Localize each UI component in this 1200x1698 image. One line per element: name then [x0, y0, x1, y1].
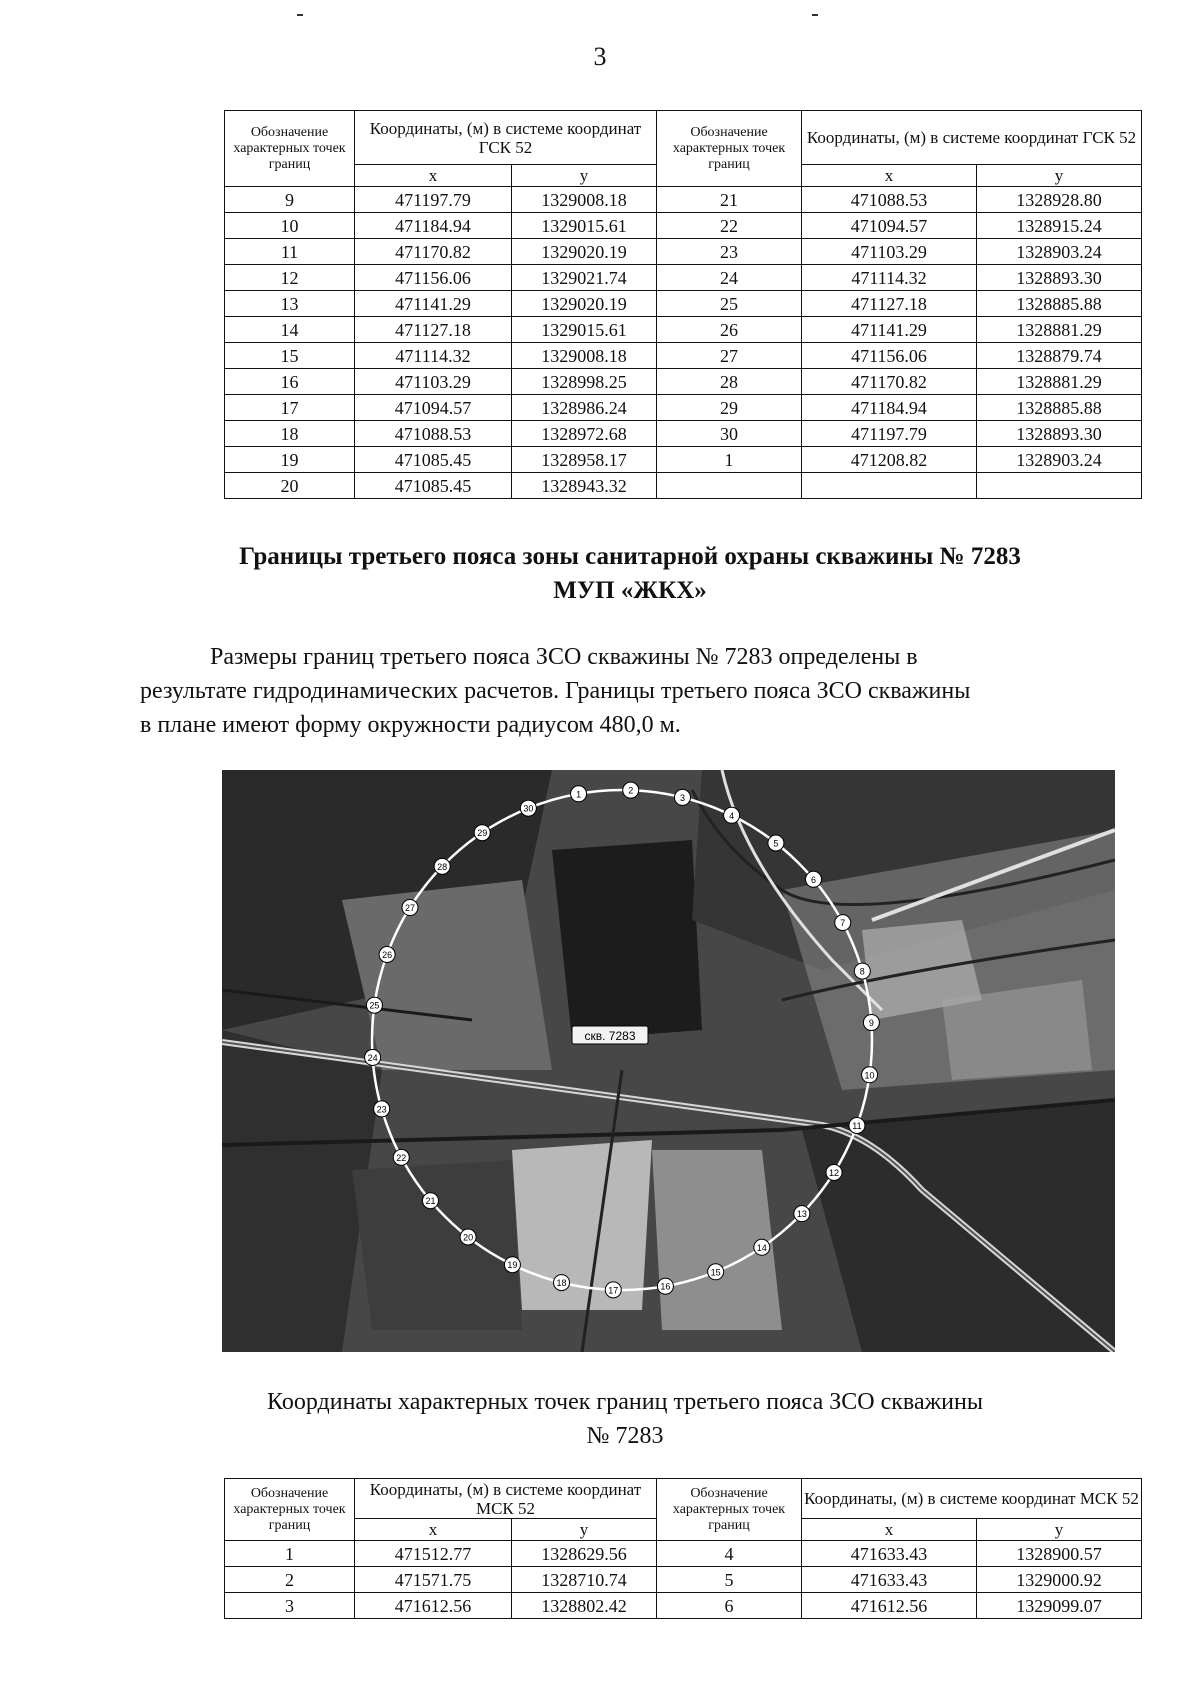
point-id: 3 — [225, 1593, 355, 1619]
coords-header: Координаты, (м) в системе координат ГСК 52 — [802, 111, 1142, 165]
table-row — [225, 395, 1142, 421]
boundary-point-label: 7 — [840, 918, 846, 929]
y-value: 1328972.68 — [512, 421, 657, 447]
y-header: y — [977, 1519, 1142, 1541]
x-value: 471612.56 — [802, 1593, 977, 1619]
y-header: y — [977, 165, 1142, 187]
y-value: 1328943.32 — [512, 473, 657, 499]
point-id: 10 — [225, 213, 355, 239]
x-value: 471512.77 — [355, 1541, 512, 1567]
point-id: 25 — [657, 291, 802, 317]
point-id: 24 — [657, 265, 802, 291]
boundary-point-label: 30 — [523, 803, 534, 814]
boundary-point-label: 22 — [396, 1152, 407, 1163]
boundary-point-label: 14 — [756, 1242, 767, 1253]
boundary-point-marker — [674, 789, 690, 805]
caption-line: Координаты характерных точек границ третьего пояса ЗСО скважины — [267, 1389, 983, 1415]
heading-line: МУП «ЖКХ» — [553, 577, 707, 604]
well-label: скв. 7283 — [584, 1029, 636, 1043]
designation-header: Обозначение характерных точек границ — [657, 111, 802, 187]
y-value: 1328885.88 — [977, 291, 1142, 317]
boundary-point-marker — [862, 1067, 878, 1083]
point-id: 12 — [225, 265, 355, 291]
y-value: 1329099.07 — [977, 1593, 1142, 1619]
table-row — [225, 473, 1142, 499]
table-row — [225, 1567, 1142, 1593]
boundary-point-marker — [365, 1049, 381, 1065]
boundary-point-marker — [657, 1278, 673, 1294]
table-row — [225, 447, 1142, 473]
x-value: 471141.29 — [355, 291, 512, 317]
x-value: 471114.32 — [802, 265, 977, 291]
y-value: 1328900.57 — [977, 1541, 1142, 1567]
y-value: 1329008.18 — [512, 187, 657, 213]
boundary-point-label: 9 — [868, 1018, 874, 1029]
boundary-point-marker — [379, 946, 395, 962]
x-value: 471094.57 — [802, 213, 977, 239]
boundary-point-label: 18 — [556, 1278, 567, 1289]
y-header: y — [512, 1519, 657, 1541]
y-value — [977, 473, 1142, 499]
x-value: 471612.56 — [355, 1593, 512, 1619]
x-value: 471114.32 — [355, 343, 512, 369]
x-value: 471094.57 — [355, 395, 512, 421]
table-row — [225, 317, 1142, 343]
page-number: 3 — [593, 42, 607, 71]
y-value: 1329020.19 — [512, 291, 657, 317]
y-value: 1328928.80 — [977, 187, 1142, 213]
boundary-point-marker — [402, 900, 418, 916]
point-id: 27 — [657, 343, 802, 369]
body-paragraph — [140, 640, 1115, 742]
designation-header: Обозначение характерных точек границ — [225, 111, 355, 187]
boundary-point-marker — [623, 782, 639, 798]
boundary-point-marker — [849, 1118, 865, 1134]
scan-mark — [297, 14, 303, 16]
well-marker — [572, 1026, 648, 1044]
boundary-point-label: 13 — [796, 1209, 807, 1220]
y-value: 1329015.61 — [512, 213, 657, 239]
table-body — [225, 187, 1142, 499]
point-id: 11 — [225, 239, 355, 265]
point-id: 14 — [225, 317, 355, 343]
point-id: 1 — [657, 447, 802, 473]
y-value: 1328881.29 — [977, 369, 1142, 395]
x-header: x — [802, 1519, 977, 1541]
y-value: 1329021.74 — [512, 265, 657, 291]
boundary-point-label: 27 — [404, 903, 415, 914]
x-value: 471208.82 — [802, 447, 977, 473]
boundary-point-label: 11 — [852, 1121, 862, 1132]
point-id: 26 — [657, 317, 802, 343]
boundary-point-label: 24 — [367, 1052, 378, 1063]
x-value: 471156.06 — [802, 343, 977, 369]
x-value: 471633.43 — [802, 1541, 977, 1567]
paragraph-line: в плане имеют форму окружности радиусом 480,0 м. — [140, 712, 681, 738]
table-row — [225, 369, 1142, 395]
point-id: 23 — [657, 239, 802, 265]
y-value: 1328986.24 — [512, 395, 657, 421]
boundary-point-label: 1 — [576, 789, 582, 800]
point-id: 16 — [225, 369, 355, 395]
boundary-point-marker — [605, 1282, 621, 1298]
designation-header: Обозначение характерных точек границ — [657, 1479, 802, 1541]
boundary-point-label: 17 — [608, 1285, 619, 1296]
scan-mark — [812, 14, 818, 16]
x-value: 471197.79 — [355, 187, 512, 213]
boundary-point-label: 29 — [477, 828, 488, 839]
y-value: 1328893.30 — [977, 265, 1142, 291]
point-id: 15 — [225, 343, 355, 369]
point-id: 17 — [225, 395, 355, 421]
boundary-point-label: 16 — [660, 1281, 671, 1292]
x-header: x — [355, 1519, 512, 1541]
table-row — [225, 343, 1142, 369]
point-id: 1 — [225, 1541, 355, 1567]
table-row — [225, 1541, 1142, 1567]
boundary-point-marker — [863, 1015, 879, 1031]
boundary-point-label: 23 — [376, 1104, 387, 1115]
x-value: 471184.94 — [802, 395, 977, 421]
table-row — [225, 265, 1142, 291]
section-heading — [150, 540, 1110, 608]
point-id — [657, 473, 802, 499]
table-row — [225, 187, 1142, 213]
x-value: 471141.29 — [802, 317, 977, 343]
y-value: 1328802.42 — [512, 1593, 657, 1619]
x-value: 471197.79 — [802, 421, 977, 447]
boundary-point-label: 28 — [437, 861, 448, 872]
boundary-point-label: 12 — [829, 1167, 840, 1178]
x-value: 471103.29 — [802, 239, 977, 265]
boundary-point-marker — [826, 1164, 842, 1180]
y-value: 1328903.24 — [977, 239, 1142, 265]
x-value: 471088.53 — [802, 187, 977, 213]
point-id: 21 — [657, 187, 802, 213]
boundary-point-marker — [374, 1101, 390, 1117]
boundary-point-marker — [835, 915, 851, 931]
boundary-point-label: 10 — [864, 1070, 875, 1081]
y-value: 1328629.56 — [512, 1541, 657, 1567]
x-value: 471170.82 — [355, 239, 512, 265]
x-value: 471571.75 — [355, 1567, 512, 1593]
boundary-point-marker — [571, 786, 587, 802]
boundary-point-label: 15 — [710, 1267, 721, 1278]
boundary-point-label: 2 — [628, 785, 634, 796]
boundary-point-label: 19 — [507, 1260, 518, 1271]
point-id: 18 — [225, 421, 355, 447]
y-header: y — [512, 165, 657, 187]
x-value: 471103.29 — [355, 369, 512, 395]
table-row — [225, 1593, 1142, 1619]
y-value: 1329000.92 — [977, 1567, 1142, 1593]
point-id: 2 — [225, 1567, 355, 1593]
y-value: 1328881.29 — [977, 317, 1142, 343]
boundary-point-marker — [520, 800, 536, 816]
boundary-point-marker — [366, 997, 382, 1013]
designation-header: Обозначение характерных точек границ — [225, 1479, 355, 1541]
boundary-point-marker — [434, 858, 450, 874]
x-value — [802, 473, 977, 499]
point-id: 4 — [657, 1541, 802, 1567]
y-value: 1328903.24 — [977, 447, 1142, 473]
boundary-point-marker — [854, 963, 870, 979]
point-id: 22 — [657, 213, 802, 239]
boundary-point-label: 3 — [679, 792, 685, 803]
point-id: 13 — [225, 291, 355, 317]
heading-line: Границы третьего пояса зоны санитарной охраны скважины № 7283 — [239, 543, 1021, 570]
point-id: 6 — [657, 1593, 802, 1619]
boundary-point-label: 5 — [773, 838, 779, 849]
table-row — [225, 291, 1142, 317]
x-value: 471156.06 — [355, 265, 512, 291]
y-value: 1328958.17 — [512, 447, 657, 473]
y-value: 1328710.74 — [512, 1567, 657, 1593]
y-value: 1328893.30 — [977, 421, 1142, 447]
boundary-point-marker — [708, 1264, 724, 1280]
x-value: 471127.18 — [355, 317, 512, 343]
boundary-point-marker — [460, 1229, 476, 1245]
point-id: 20 — [225, 473, 355, 499]
x-header: x — [355, 165, 512, 187]
boundary-point-marker — [422, 1193, 438, 1209]
boundary-point-label: 4 — [729, 810, 735, 821]
boundary-coordinates-table-gsk52 — [224, 110, 1142, 499]
y-value: 1329015.61 — [512, 317, 657, 343]
boundary-point-label: 8 — [859, 966, 865, 977]
y-value: 1328998.25 — [512, 369, 657, 395]
table-caption — [160, 1385, 1090, 1453]
boundary-point-label: 26 — [382, 949, 393, 960]
boundary-point-marker — [393, 1149, 409, 1165]
x-value: 471170.82 — [802, 369, 977, 395]
coords-header: Координаты, (м) в системе координат МСК 52 — [355, 1479, 657, 1519]
y-value: 1328879.74 — [977, 343, 1142, 369]
x-value: 471085.45 — [355, 473, 512, 499]
x-value: 471085.45 — [355, 447, 512, 473]
boundary-point-marker — [504, 1257, 520, 1273]
boundary-point-marker — [768, 835, 784, 851]
boundary-point-marker — [474, 825, 490, 841]
paragraph-line: Размеры границ третьего пояса ЗСО скважины № 7283 определены в — [210, 644, 918, 670]
point-id: 30 — [657, 421, 802, 447]
table-body — [225, 1541, 1142, 1619]
paragraph-line: результате гидродинамических расчетов. Границы третьего пояса ЗСО скважины — [140, 678, 971, 704]
boundary-coordinates-table-msk52 — [224, 1478, 1142, 1619]
boundary-point-label: 6 — [811, 874, 817, 885]
satellite-map — [222, 770, 1115, 1352]
boundary-point-marker — [724, 807, 740, 823]
boundary-point-label: 25 — [369, 1000, 380, 1011]
y-value: 1328915.24 — [977, 213, 1142, 239]
x-header: x — [802, 165, 977, 187]
table-row — [225, 421, 1142, 447]
y-value: 1329008.18 — [512, 343, 657, 369]
boundary-point-marker — [554, 1275, 570, 1291]
point-id: 19 — [225, 447, 355, 473]
x-value: 471184.94 — [355, 213, 512, 239]
y-value: 1328885.88 — [977, 395, 1142, 421]
boundary-point-marker — [754, 1239, 770, 1255]
boundary-point-label: 20 — [463, 1232, 474, 1243]
table-row — [225, 213, 1142, 239]
y-value: 1329020.19 — [512, 239, 657, 265]
point-id: 29 — [657, 395, 802, 421]
boundary-point-label: 21 — [425, 1196, 436, 1207]
x-value: 471633.43 — [802, 1567, 977, 1593]
point-id: 9 — [225, 187, 355, 213]
coords-header: Координаты, (м) в системе координат МСК 52 — [802, 1479, 1142, 1519]
caption-line: № 7283 — [586, 1423, 664, 1449]
boundary-point-marker — [794, 1206, 810, 1222]
table-row — [225, 239, 1142, 265]
point-id: 28 — [657, 369, 802, 395]
point-id: 5 — [657, 1567, 802, 1593]
x-value: 471127.18 — [802, 291, 977, 317]
boundary-point-marker — [806, 871, 822, 887]
coords-header: Координаты, (м) в системе координат ГСК 52 — [355, 111, 657, 165]
x-value: 471088.53 — [355, 421, 512, 447]
